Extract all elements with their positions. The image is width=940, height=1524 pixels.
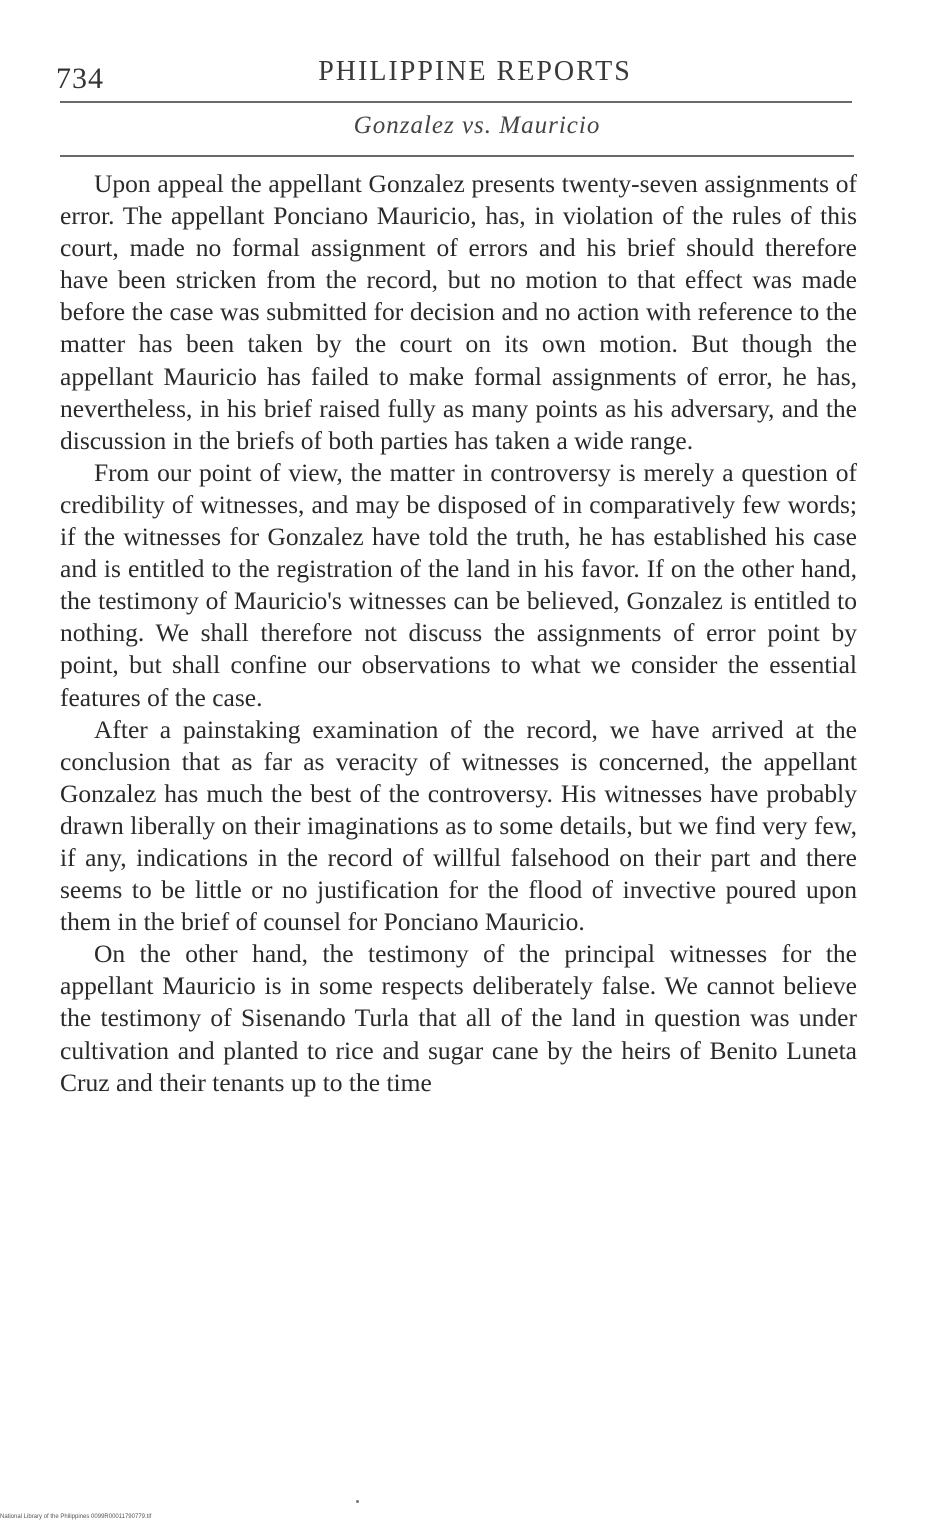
paragraph: After a painstaking examination of the record, we have arrived at the conclusion that as far as veracity of witnesses is concerned, the appellant Gonzalez has much the best of the controversy. His witnesses have probably drawn liberally on their imaginations as to some details, but we find very few, if any, indications in the record of willful falsehood on their part and there seems to be little or no justification for the flood of invective poured upon them in the brief of counsel for Ponciano Mauricio. (60, 714, 857, 937)
paragraph: From our point of view, the matter in controversy is merely a question of credibility of witnesses, and may be disposed of in comparatively few words; if the witnesses for Gonzalez have told the truth, he has established his case and is entitled to the registration of the land in his favor. If on the other hand, the testimony of Mauricio's witnesses can be believed, Gonzalez is entitled to nothing. We shall therefore not discuss the assignments of error point by point, but shall confine our observations to what we consider the essential features of the case. (60, 457, 857, 712)
paragraph: Upon appeal the appellant Gonzalez presents twenty-seven assignments of error. The appellant Ponciano Mauricio, has, in violation of the rules of this court, made no formal assignment of errors and his brief should therefore have been stricken from the record, but no motion to that effect was made before the case was submitted for decision and no action with reference to the matter has been taken by the court on its own motion. But though the appellant Mauricio has failed to make formal assignments of error, he has, nevertheless, in his brief raised fully as many points as his adversary, and the discussion in the briefs of both parties has taken a wide range. (60, 169, 857, 455)
scan-dot (356, 1500, 359, 1503)
case-title-rule (60, 155, 854, 157)
paragraph: On the other hand, the testimony of the principal witnesses for the appellant Mauricio is in some respects deliberately false. We cannot believe the testimony of Sisenando Turla that all of the land in question was under cultivation and planted to rice and sugar cane by the heirs of Benito Luneta Cruz and their tenants up to the time (60, 939, 857, 1097)
case-title: Gonzalez vs. Mauricio (353, 112, 601, 139)
running-head: PHILIPPINE REPORTS (318, 56, 632, 87)
scan-credit: National Library of the Philippines 0099R00011790779.tif (0, 1514, 152, 1520)
header-rule (60, 101, 852, 103)
body-text (60, 168, 857, 1099)
page-number: 734 (56, 62, 104, 95)
